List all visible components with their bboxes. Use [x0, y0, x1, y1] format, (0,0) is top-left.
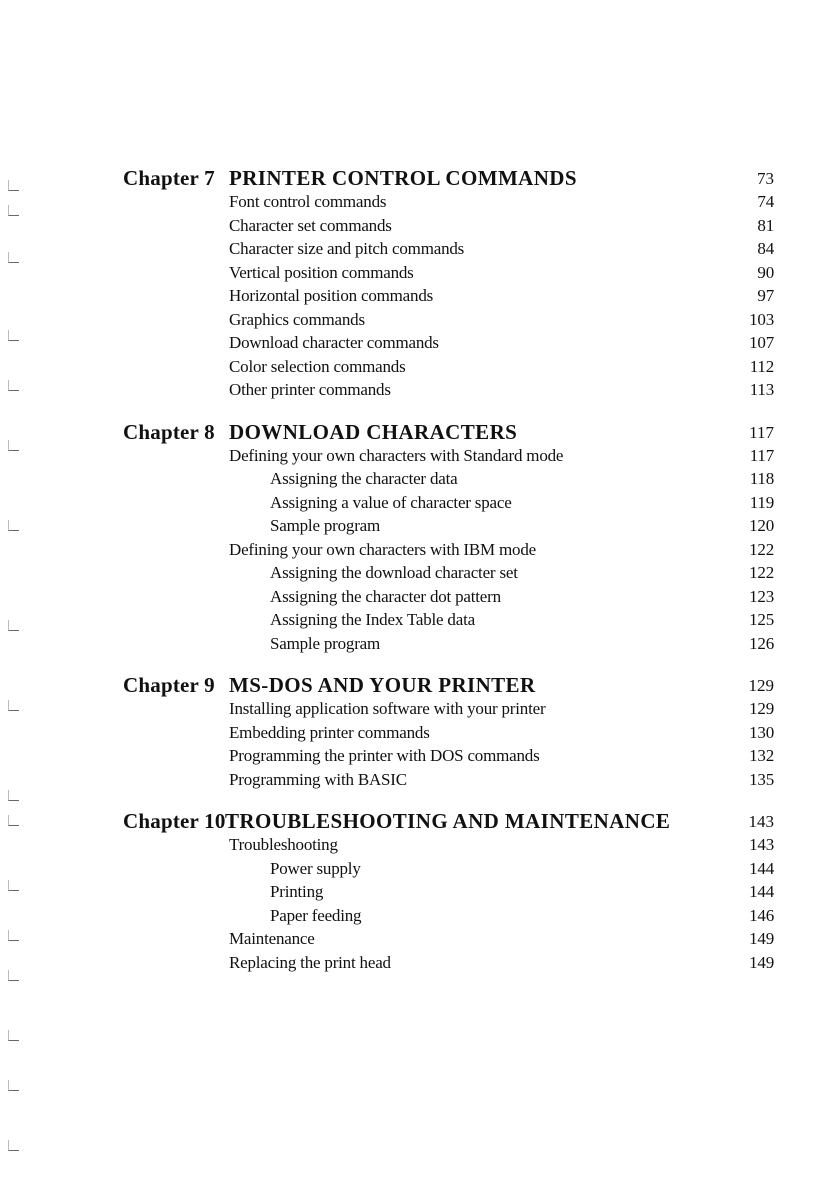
toc-chapter — [0, 166, 840, 404]
chapter-title: DOWNLOAD CHARACTERS — [229, 419, 518, 444]
chapter-title: MS-DOS AND YOUR PRINTER — [229, 673, 536, 697]
toc-entry — [0, 563, 840, 587]
toc-entry — [0, 286, 840, 310]
entry-title: Assigning a value of character space — [270, 492, 512, 512]
entry-page-number: 143 — [749, 835, 774, 854]
entry-title: Vertical position commands — [229, 262, 414, 282]
entry-page-number: 119 — [749, 492, 774, 512]
entry-title: Programming the printer with DOS commands — [229, 746, 540, 765]
chapter-heading — [0, 166, 840, 192]
table-of-contents — [0, 166, 840, 992]
chapter-page-number: 73 — [757, 169, 774, 188]
entry-page-number: 74 — [757, 192, 774, 211]
chapter-page-number: 129 — [748, 676, 774, 695]
entry-page-number: 144 — [749, 882, 774, 901]
toc-entry — [0, 540, 840, 564]
chapter-heading — [0, 673, 840, 699]
chapter-label: Chapter 7 — [123, 166, 215, 190]
entry-page-number: 146 — [749, 905, 774, 925]
entry-page-number: 113 — [749, 380, 774, 399]
entry-title: Embedding printer commands — [229, 722, 430, 742]
entry-title: Download character commands — [229, 333, 439, 352]
entry-page-number: 120 — [749, 516, 774, 535]
toc-entry — [0, 493, 840, 517]
chapter-label: Chapter 9 — [123, 673, 215, 697]
chapter-heading — [0, 420, 840, 446]
entry-page-number: 90 — [757, 262, 774, 282]
chapter-title: PRINTER CONTROL COMMANDS — [229, 166, 577, 190]
toc-entry — [0, 699, 840, 723]
entry-title: Power supply — [270, 858, 361, 878]
entry-title: Assigning the download character set — [270, 563, 518, 582]
entry-title: Maintenance — [229, 929, 315, 948]
toc-entry — [0, 723, 840, 747]
chapter-label: Chapter 8 — [123, 419, 215, 444]
entry-page-number: 84 — [757, 239, 774, 258]
chapter-heading — [0, 809, 840, 835]
entry-page-number: 126 — [749, 633, 774, 653]
entry-title: Replacing the print head — [229, 952, 391, 972]
toc-entry — [0, 333, 840, 357]
toc-entry — [0, 859, 840, 883]
toc-entry — [0, 263, 840, 287]
chapter-page-number: 143 — [748, 812, 774, 831]
toc-entry — [0, 216, 840, 240]
entry-page-number: 144 — [749, 858, 774, 878]
entry-page-number: 132 — [749, 746, 774, 765]
toc-entry — [0, 380, 840, 404]
scan-margin-mark — [8, 1030, 19, 1041]
toc-entry — [0, 835, 840, 859]
entry-title: Character size and pitch commands — [229, 239, 465, 258]
entry-title: Defining your own characters with Standard mode — [229, 445, 564, 465]
entry-title: Paper feeding — [270, 905, 362, 925]
scan-margin-mark — [8, 1140, 19, 1151]
entry-title: Assigning the character data — [270, 469, 458, 488]
chapter-page-number: 117 — [749, 422, 774, 442]
entry-title: Color selection commands — [229, 356, 406, 376]
toc-entry — [0, 192, 840, 216]
entry-page-number: 112 — [749, 356, 774, 376]
entry-page-number: 107 — [749, 333, 774, 352]
entry-title: Installing application software with your printer — [229, 699, 546, 718]
toc-chapter — [0, 809, 840, 976]
entry-title: Other printer commands — [229, 380, 391, 399]
entry-page-number: 130 — [749, 722, 774, 742]
entry-title: Printing — [270, 882, 324, 901]
entry-page-number: 97 — [757, 286, 774, 305]
toc-entry — [0, 310, 840, 334]
toc-entry — [0, 882, 840, 906]
toc-entry — [0, 929, 840, 953]
entry-page-number: 103 — [749, 309, 774, 329]
entry-title: Programming with BASIC — [229, 769, 407, 789]
entry-page-number: 122 — [749, 539, 774, 559]
toc-entry — [0, 634, 840, 658]
entry-page-number: 135 — [749, 769, 774, 789]
toc-entry — [0, 239, 840, 263]
toc-chapter — [0, 420, 840, 658]
scan-margin-mark — [8, 1080, 19, 1091]
toc-entry — [0, 746, 840, 770]
toc-entry — [0, 357, 840, 381]
entry-title: Troubleshooting — [229, 835, 338, 854]
toc-entry — [0, 516, 840, 540]
entry-page-number: 123 — [749, 586, 774, 606]
entry-page-number: 81 — [757, 215, 774, 235]
entry-title: Assigning the Index Table data — [270, 610, 475, 629]
toc-entry — [0, 770, 840, 794]
toc-entry — [0, 610, 840, 634]
toc-entry — [0, 446, 840, 470]
entry-title: Assigning the character dot pattern — [270, 586, 501, 606]
entry-title: Character set commands — [229, 215, 392, 235]
entry-title: Sample program — [270, 516, 381, 535]
toc-entry — [0, 469, 840, 493]
chapter-title: TROUBLESHOOTING AND MAINTENANCE — [225, 809, 671, 833]
chapter-label: Chapter 10 — [123, 809, 226, 833]
entry-page-number: 149 — [749, 929, 774, 948]
entry-page-number: 118 — [749, 469, 774, 488]
toc-entry — [0, 953, 840, 977]
entry-title: Sample program — [270, 633, 381, 653]
toc-entry — [0, 587, 840, 611]
toc-entry — [0, 906, 840, 930]
toc-chapter — [0, 673, 840, 793]
entry-page-number: 129 — [749, 699, 774, 718]
entry-title: Graphics commands — [229, 309, 365, 329]
entry-page-number: 117 — [749, 445, 774, 465]
entry-page-number: 125 — [749, 610, 774, 629]
entry-title: Font control commands — [229, 192, 387, 211]
entry-title: Horizontal position commands — [229, 286, 434, 305]
entry-title: Defining your own characters with IBM mode — [229, 539, 536, 559]
entry-page-number: 149 — [749, 952, 774, 972]
entry-page-number: 122 — [749, 563, 774, 582]
